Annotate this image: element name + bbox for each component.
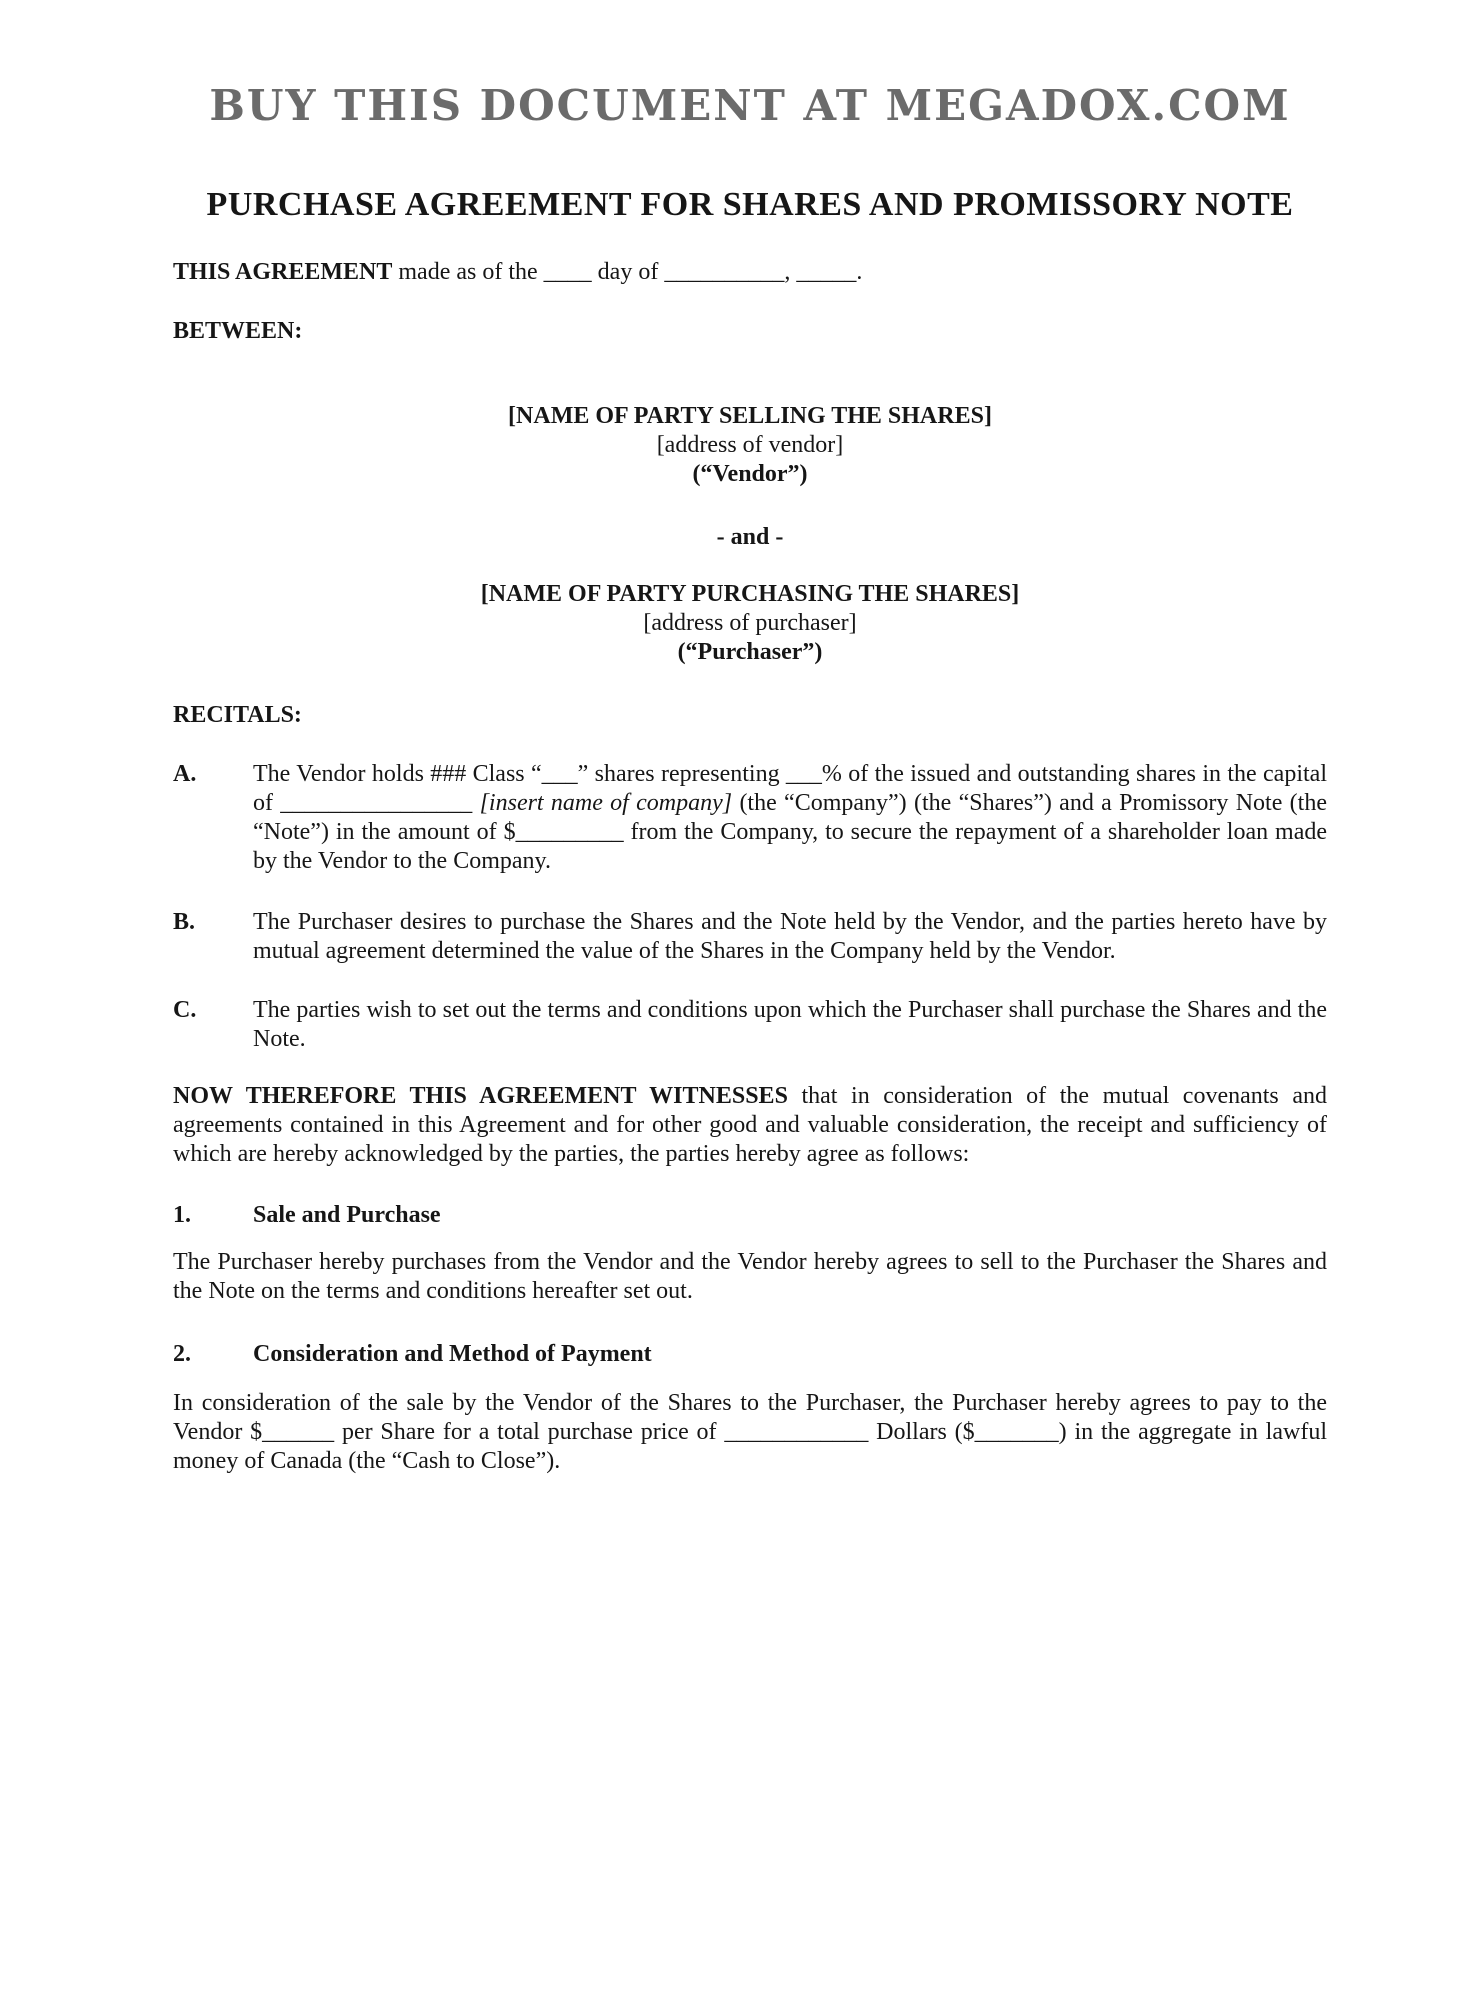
recital-c-text: The parties wish to set out the terms and conditions upon which the Purchaser shall purchase the Shares and the Note.: [253, 997, 1327, 1052]
purchaser-block: [173, 580, 1327, 667]
vendor-alias: (“Vendor”): [692, 461, 808, 487]
recital-c: [173, 996, 1327, 1054]
recital-c-label: C.: [173, 997, 197, 1023]
vendor-block: [173, 402, 1327, 489]
recital-a-segment-1: The Vendor holds ### Class “___” shares representing ___% of the issued and outstanding shares in the capital of ________________: [253, 761, 1327, 816]
document-title: PURCHASE AGREEMENT FOR SHARES AND PROMISSORY NOTE: [206, 186, 1294, 223]
recital-b-text: The Purchaser desires to purchase the Shares and the Note held by the Vendor, and the parties hereto have by mutual agreement determined the value of the Shares in the Company held by the Vendor.: [253, 909, 1327, 964]
section-1-heading-row: [173, 1201, 1327, 1230]
vendor-name: [NAME OF PARTY SELLING THE SHARES]: [508, 403, 992, 429]
section-2-heading: Consideration and Method of Payment: [253, 1341, 652, 1367]
agreement-intro-lead: THIS AGREEMENT: [173, 259, 393, 285]
section-1-heading: Sale and Purchase: [253, 1202, 441, 1228]
recital-a: [173, 760, 1327, 876]
section-1-body: The Purchaser hereby purchases from the Vendor and the Vendor hereby agrees to sell to the Purchaser the Shares and the Note on the terms and conditions hereafter set out.: [173, 1249, 1327, 1304]
document-page: [0, 81, 1483, 1476]
now-therefore-rest: that in consideration of the mutual covenants and agreements contained in this Agreement and for other good and valuable consideration, the receipt and sufficiency of which are hereby acknowledged by the parties, the parties hereby agree as follows:: [173, 1083, 1327, 1167]
now-therefore-lead: NOW THEREFORE THIS AGREEMENT WITNESSES: [173, 1083, 788, 1109]
recitals-heading: RECITALS:: [173, 702, 302, 728]
agreement-intro-line: [173, 258, 1327, 287]
section-2-heading-row: [173, 1340, 1327, 1369]
now-therefore-paragraph: [173, 1082, 1327, 1169]
recital-a-text: [253, 760, 1327, 876]
recital-a-company-placeholder: [insert name of company]: [479, 790, 733, 816]
section-2-body: In consideration of the sale by the Vendor of the Shares to the Purchaser, the Purchaser hereby agrees to pay to the Vendor $______ per Share for a total purchase price of ____________ Dollars ($_______) in the aggregate in lawful money of Canada (the “Cash to Close”).: [173, 1390, 1327, 1474]
vendor-address: [address of vendor]: [656, 432, 844, 458]
recital-a-segment-2: (the “Company”) (the “Shares”) and a Promissory Note (the “Note”) in the amount of $_________ from the Company, to secure the repayment of a shareholder loan made by the Vendor to the Company.: [253, 790, 1327, 874]
recital-a-label: A.: [173, 761, 197, 787]
agreement-intro-rest: made as of the ____ day of __________, _____.: [392, 259, 863, 285]
section-2-number: 2.: [173, 1341, 191, 1367]
recital-b-label: B.: [173, 909, 196, 935]
buy-banner: BUY THIS DOCUMENT AT MEGADOX.COM: [209, 81, 1291, 130]
and-separator: - and -: [716, 524, 784, 550]
section-1-number: 1.: [173, 1202, 191, 1228]
purchaser-alias: (“Purchaser”): [677, 639, 823, 665]
purchaser-address: [address of purchaser]: [643, 610, 857, 636]
between-label: BETWEEN:: [173, 318, 303, 344]
purchaser-name: [NAME OF PARTY PURCHASING THE SHARES]: [480, 581, 1020, 607]
recital-b: [173, 908, 1327, 966]
